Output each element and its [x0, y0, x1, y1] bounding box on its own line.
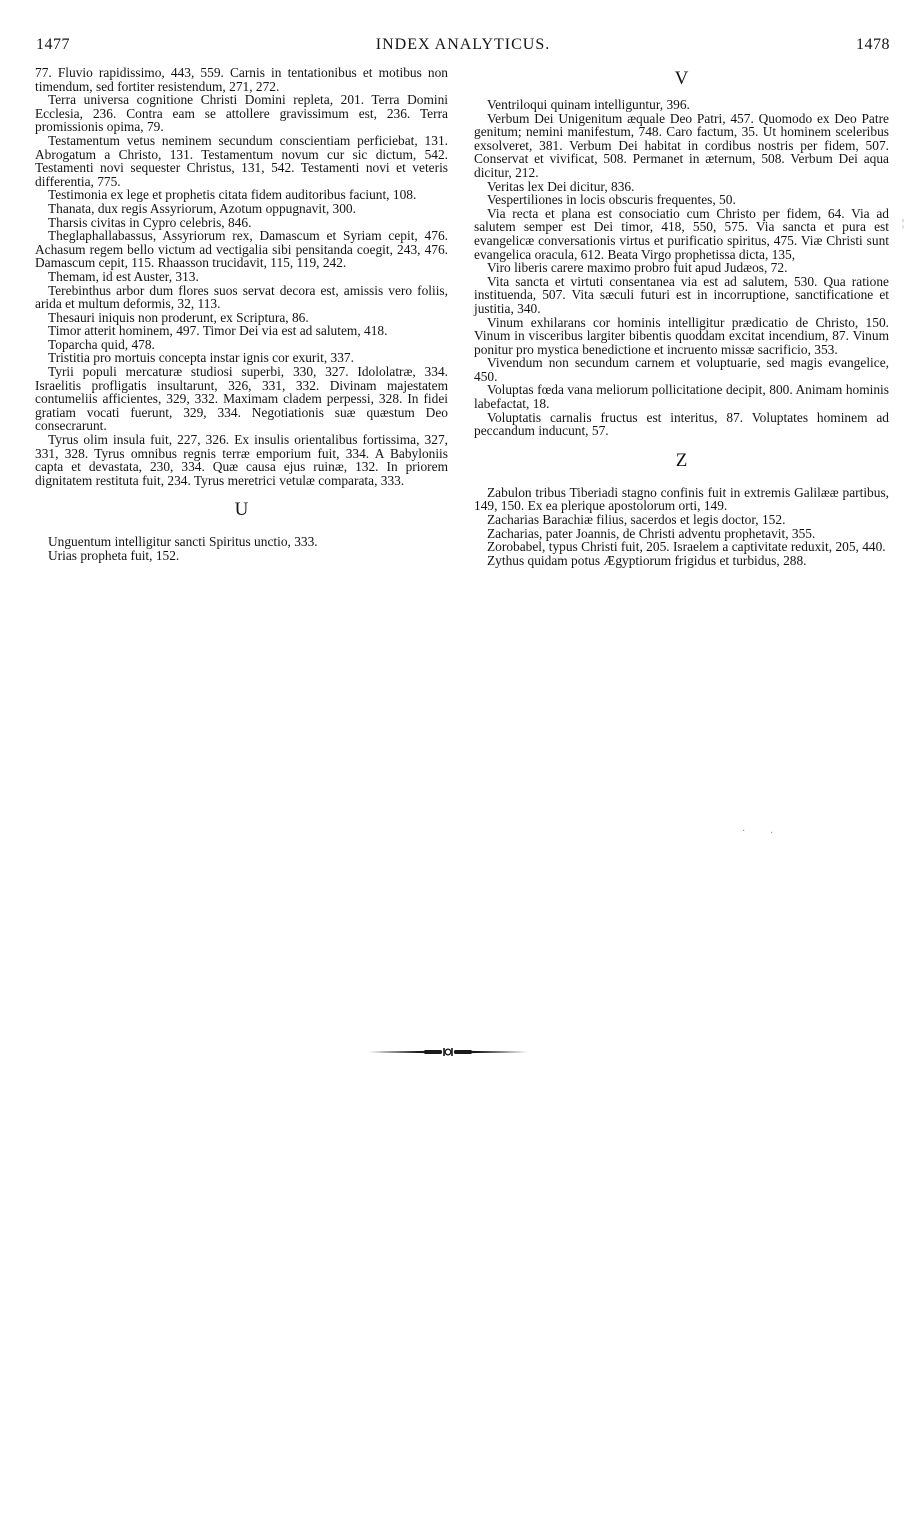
index-entry: Tyrus olim insula fuit, 227, 326. Ex insulis orientalibus fortissima, 327, 331, 328. Tyrus omnibus regnis terræ emporium fuit, 334. A Babyloniis capta et devastata, 230, 334. Quæ causa ejus ruinæ, 132. In priorem dignitatem restituta fuit, 234. Tyrus meretrici vetulæ comparata, 333. — [35, 432, 448, 488]
index-entry: Vespertiliones in locis obscuris frequentes, 50. — [487, 192, 736, 208]
right-page-number: 1478 — [856, 36, 890, 53]
index-entry: Voluptatis carnalis fructus est interitus, 87. Voluptates hominem ad peccandum inducunt, 57. — [474, 409, 889, 439]
index-entry: Terebinthus arbor dum flores suos servat decora est, amissis vero foliis, arida et multum deformis, 32, 113. — [35, 282, 448, 312]
section-heading-u: U — [234, 499, 249, 521]
scan-speck: ¦ — [902, 218, 905, 229]
index-entry: Zacharias, pater Joannis, de Christi adventu prophetavit, 355. — [487, 525, 816, 541]
end-ornament-icon — [368, 1046, 528, 1058]
page-title: INDEX ANALYTICUS. — [375, 36, 551, 53]
index-entry: Voluptas fœda vana meliorum pollicitatione decipit, 800. Animam hominis labefactat, 18. — [474, 382, 889, 412]
index-entry: Toparcha quid, 478. — [48, 336, 155, 352]
index-entry: Urias propheta fuit, 152. — [48, 548, 180, 563]
index-entry: Via recta et plana est consociatio cum Christo per fidem, 64. Via ad salutem semper est Dei timor, 418, 550, 575. Via sancta et pura est evangelicæ conversationis virtus et purificatio spiritus, 475. Viæ Christi sunt evangelica oracula, 612. Beata Virgo prophetissa dicta, 135, — [474, 205, 889, 262]
index-entry: Unguentum intelligitur sancti Spiritus unctio, 333. — [48, 534, 318, 550]
index-entry: Vita sancta et virtuti consentanea via est ad salutem, 530. Qua ratione instituenda, 507. Vita sæculi futuri est in incorruptione, sanctificatione et justitia, 340. — [474, 273, 889, 316]
index-entry: Terra universa cognitione Christi Domini repleta, 201. Terra Domini Ecclesia, 236. Contra eam se attollere gravissimum est, 236. Terra promissionis opima, 79. — [35, 92, 448, 135]
index-entry: Vinum exhilarans cor hominis intelligitur prædicatio de Christo, 150. Vinum in visceribus largiter bibentis quoddam excitat incendium, 87. Vinum ponitur pro mystica benedictione et incruento missæ sacrificio, 353. — [474, 314, 889, 357]
index-entry: Testamentum vetus neminem secundum conscientiam perficiebat, 131. Abrogatum a Christo, 131. Testamentum novum cur sic dictum, 542. Testamenti novi sequester Christus, 131, 542. Testamenti novi et veteris differentia, 775. — [35, 132, 448, 189]
index-entry: Zacharias Barachiæ filius, sacerdos et legis doctor, 152. — [487, 512, 786, 528]
running-header — [36, 36, 890, 58]
index-entry: Ventriloqui quinam intelliguntur, 396. — [487, 97, 690, 112]
scan-speck: · — [770, 828, 774, 839]
index-entry: Thanata, dux regis Assyriorum, Azotum oppugnavit, 300. — [48, 200, 356, 216]
index-entry: Viro liberis carere maximo probro fuit apud Judæos, 72. — [487, 260, 788, 276]
index-entry: Verbum Dei Unigenitum æquale Deo Patri, 457. Quomodo ex Deo Patre genitum; nemini manifestum, 748. Caro factum, 35. Ut hominem sceleribus exsolveret, 381. Verbum Dei habitat in cordibus nostris per fidem, 507. Conservat et vivificat, 508. Permanet in æternum, 508. Verbum Dei aqua dicitur, 212. — [474, 110, 889, 180]
index-entry: Timor atterit hominem, 497. Timor Dei via est ad salutem, 418. — [48, 323, 388, 339]
index-entry: Thesauri iniquis non proderunt, ex Scriptura, 86. — [48, 309, 309, 325]
left-column — [35, 66, 448, 563]
index-entry: Theglaphallabassus, Assyriorum rex, Damascum et Syriam cepit, 476. Achasum regem bello victum ad vectigalia sibi pensitanda coegit, 243, 476. Damascum cepit, 115. Rhaasson trucidavit, 115, 119, 242. — [35, 228, 448, 271]
index-entry: Vivendum non secundum carnem et voluptuarie, sed magis evangelice, 450. — [474, 355, 889, 384]
index-entry: Veritas lex Dei dicitur, 836. — [487, 178, 635, 194]
scan-speck: · — [742, 826, 746, 837]
section-heading-v: V — [674, 68, 689, 89]
index-entry: Testimonia ex lege et prophetis citata fidem auditoribus faciunt, 108. — [48, 187, 417, 203]
index-entry: Themam, id est Auster, 313. — [48, 268, 199, 284]
left-page-number: 1477 — [36, 36, 70, 53]
index-entry: Tristitia pro mortuis concepta instar ignis cor exurit, 337. — [48, 350, 354, 366]
section-heading-z: Z — [675, 449, 688, 471]
index-entry: Tharsis civitas in Cypro celebris, 846. — [48, 214, 252, 230]
index-entry: Zythus quidam potus Ægyptiorum frigidus et turbidus, 288. — [487, 552, 807, 568]
right-column — [474, 66, 889, 567]
index-entry: Tyrii populi mercaturæ studiosi superbi, 330, 327. Idololatræ, 334. Israelitis profligatis insultarunt, 326, 331, 332. Divinam majestatem contumeliis afficientes, 329, 332. Maximam cladem perpessi, 328. In fidei gratiam vocati fuerunt, 329, 334. Negotiationis suæ quæstum Deo consecrarunt. — [35, 364, 448, 434]
index-entry: Zorobabel, typus Christi fuit, 205. Israelem a captivitate reduxit, 205, 440. — [487, 539, 886, 555]
index-entry: Zabulon tribus Tiberiadi stagno confinis fuit in extremis Galilææ partibus, 149, 150. Ex ea plerique apostolorum orti, 149. — [474, 484, 889, 514]
index-entry: 77. Fluvio rapidissimo, 443, 559. Carnis in tentationibus et motibus non timendum, sed fortiter resistendum, 271, 272. — [35, 65, 448, 94]
